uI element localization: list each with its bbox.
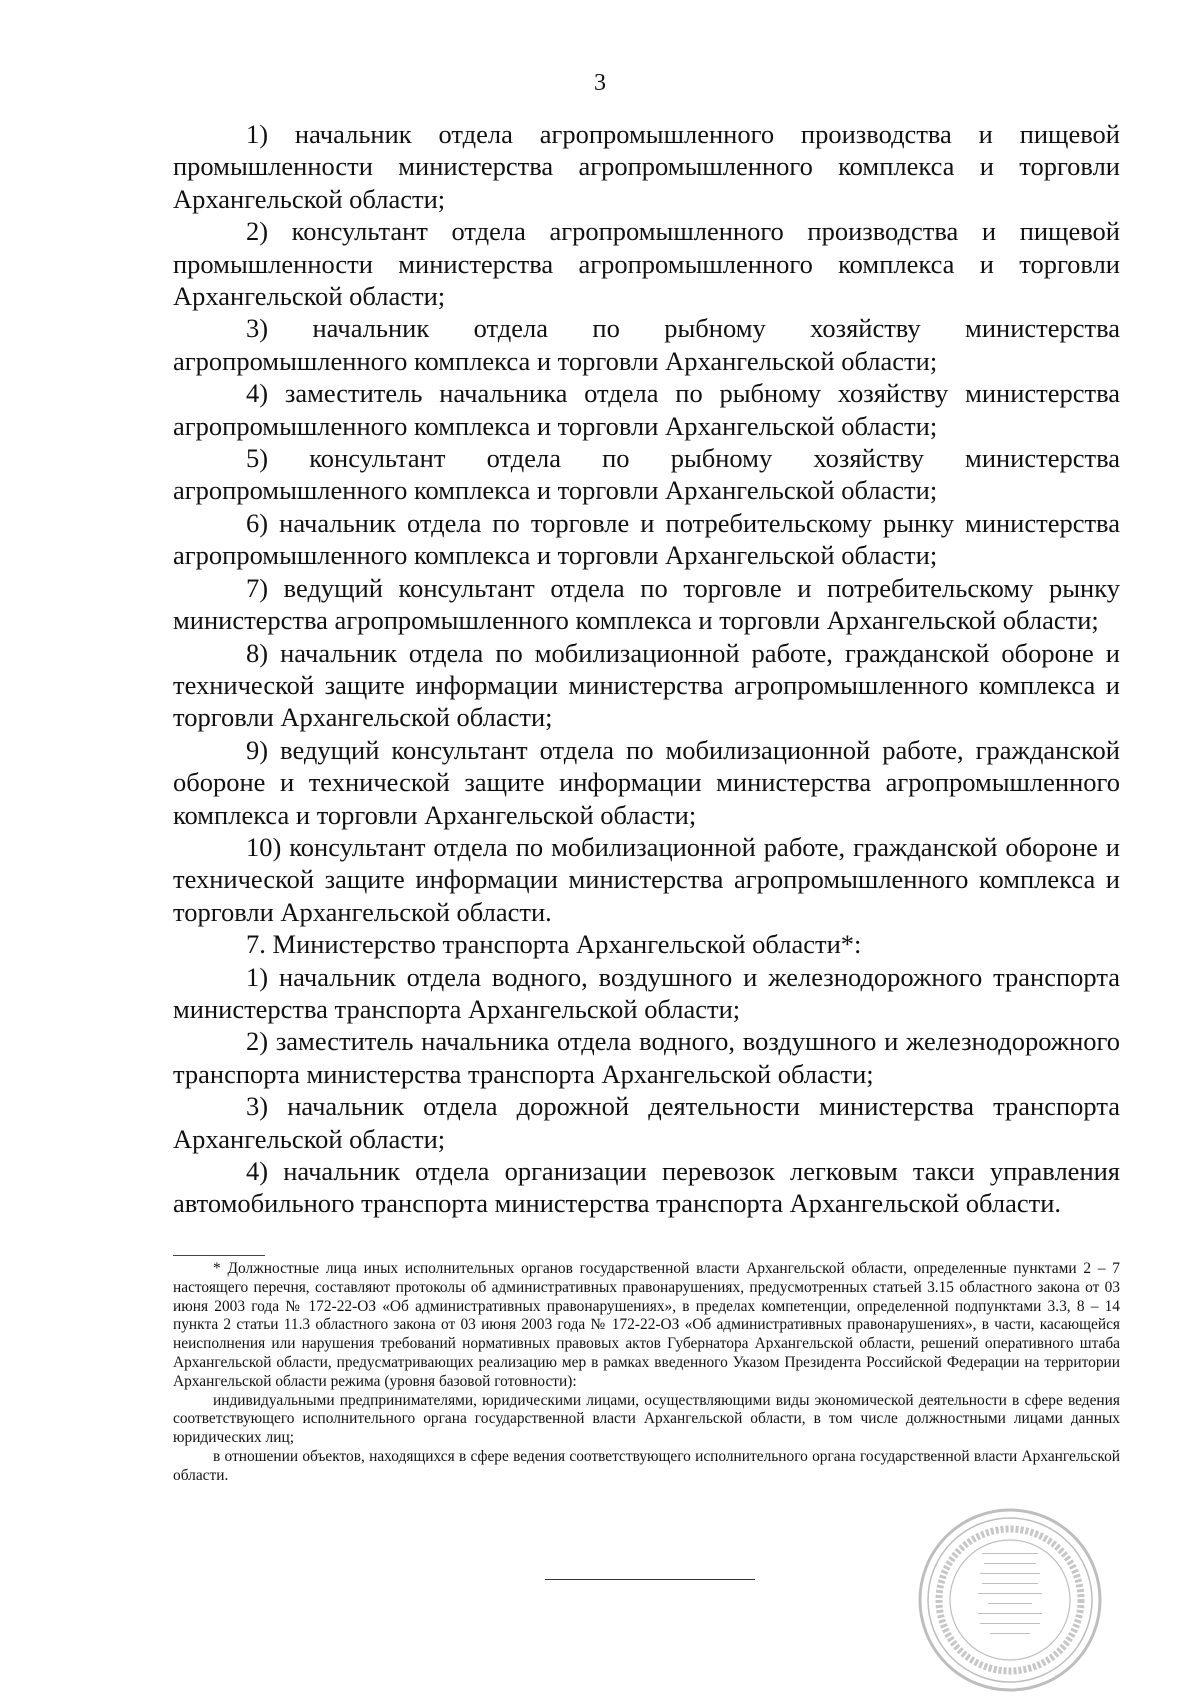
paragraph: 4) заместитель начальника отдела по рыбному хозяйству министерства агропромышленного комплекса и торговли Архангельской области; xyxy=(173,378,1120,441)
paragraph: 2) заместитель начальника отдела водного, воздушного и железнодорожного транспорта министерства транспорта Архангельской области; xyxy=(173,1026,1120,1089)
paragraph: 3) начальник отдела дорожной деятельности министерства транспорта Архангельской области; xyxy=(173,1091,1120,1154)
page-number: 3 xyxy=(594,70,606,96)
paragraph: 3) начальник отдела по рыбному хозяйству министерства агропромышленного комплекса и торговли Архангельской области; xyxy=(173,313,1120,376)
footnote: в отношении объектов, находящихся в сфере ведения соответствующего исполнительного органа государственной власти Архангельской области. xyxy=(173,1447,1120,1484)
section-heading: 7. Министерство транспорта Архангельской области*: xyxy=(246,929,862,960)
signature-line xyxy=(545,1579,755,1580)
paragraph: 6) начальник отдела по торговле и потребительскому рынку министерства агропромышленного комплекса и торговли Архангельской области; xyxy=(173,507,1120,571)
seal-stamp-icon xyxy=(910,1505,1110,1695)
footnote: * Должностные лица иных исполнительных органов государственной власти Архангельской области, определенные пунктами 2 – 7 настоящего перечня, составляют протоколы об административных правонарушениях, предусмотренных статьей 3.15 областного закона от 03 июня 2003 года № 172-22-ОЗ «Об административных правонарушениях», в пределах компетенции, определенной подпунктами 3.3, 8 – 14 пункта 2 статьи 11.3 областного закона от 03 июня 2003 года № 172-22-ОЗ «Об административных правонарушениях», в части, касающейся неисполнения или нарушения требований нормативных правовых актов Губернатора Архангельской области, решений оперативного штаба Архангельской области, предусматривающих реализацию мер в рамках введенного Указом Президента Российской Федерации на территории Архангельской области режима (уровня базовой готовности): xyxy=(173,1260,1120,1390)
paragraph: 5) консультант отдела по рыбному хозяйству министерства агропромышленного комплекса и торговли Архангельской области; xyxy=(173,443,1120,506)
paragraph: 9) ведущий консультант отдела по мобилизационной работе, гражданской обороне и технической защите информации министерства агропромышленного комплекса и торговли Архангельской области; xyxy=(173,734,1120,830)
paragraph: 1) начальник отдела водного, воздушного и железнодорожного транспорта министерства транспорта Архангельской области; xyxy=(173,961,1120,1024)
paragraph: 1) начальник отдела агропромышленного производства и пищевой промышленности министерства агропромышленного комплекса и торговли Архангельской области; xyxy=(173,119,1120,214)
footnotes xyxy=(173,1260,1120,1486)
footnote-separator xyxy=(173,1255,265,1256)
paragraph: 8) начальник отдела по мобилизационной работе, гражданской обороне и технической защите информации министерства агропромышленного комплекса и торговли Архангельской области; xyxy=(173,637,1120,733)
footnote: индивидуальными предпринимателями, юридическими лицами, осуществляющими виды экономической деятельности в сфере ведения соответствующего исполнительного органа государственной власти Архангельской области, в том числе должностными лицами данных юридических лиц; xyxy=(173,1391,1120,1447)
paragraph: 10) консультант отдела по мобилизационной работе, гражданской обороне и технической защите информации министерства агропромышленного комплекса и торговли Архангельской области. xyxy=(173,831,1120,927)
paragraph: 2) консультант отдела агропромышленного производства и пищевой промышленности министерства агропромышленного комплекса и торговли Архангельской области; xyxy=(173,216,1120,312)
paragraph: 7) ведущий консультант отдела по торговле и потребительскому рынку министерства агропромышленного комплекса и торговли Архангельской области; xyxy=(173,572,1120,636)
paragraph: 4) начальник отдела организации перевозок легковым такси управления автомобильного транспорта министерства транспорта Архангельской области. xyxy=(173,1156,1120,1219)
main-text xyxy=(173,118,1120,1220)
